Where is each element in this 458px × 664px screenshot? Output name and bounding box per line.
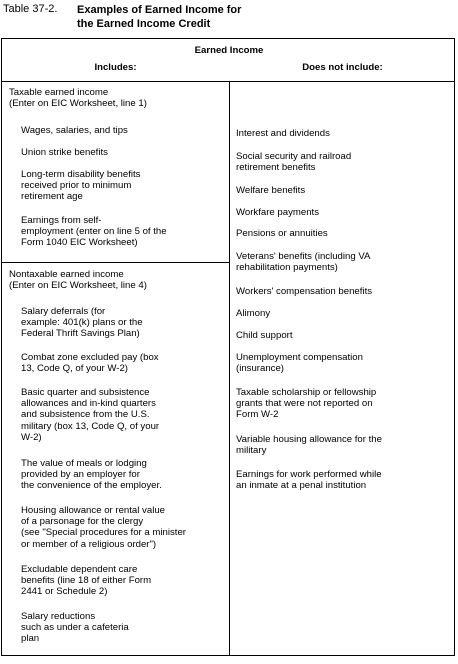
list-item [236,228,328,239]
nontaxable-heading [9,269,147,291]
item-line: Workfare payments [236,207,319,218]
table-title [77,3,241,31]
item-line: retirement age [21,191,83,203]
list-item [236,207,319,218]
list-item [236,185,305,196]
list-item [21,215,167,249]
header-excludes: Does not include: [302,62,383,73]
table-title-line-2: the Earned Income Credit [77,18,211,30]
item-line: Workers' compensation benefits [236,286,373,297]
section-divider [1,262,230,263]
item-line: Taxable scholarship or fellowship [236,387,377,398]
item-line: Earnings from self- [21,215,102,226]
list-item [236,308,270,319]
item-line: The value of meals or lodging [21,458,147,469]
list-item [236,469,382,491]
list-item [21,611,129,645]
item-line: employment (enter on line 5 of the [21,226,167,238]
list-item [21,458,162,492]
list-item [21,147,108,158]
item-line: received prior to minimum [21,180,132,192]
item-line: the convenience of the employer. [21,480,162,492]
taxable-heading-line: Taxable earned income [9,87,109,98]
item-line: military (box 13, Code Q, of your [21,420,160,432]
header-divider [1,81,455,82]
item-line: an inmate at a penal institution [236,480,367,492]
list-item [21,505,186,550]
item-line: Pensions or annuities [236,228,328,239]
item-line: Form 1040 EIC Worksheet) [21,237,138,249]
list-item [21,306,143,340]
list-item [236,128,330,139]
item-line: example: 401(k) plans or the [21,317,143,329]
list-item [21,352,159,374]
item-line: or member of a religious order") [21,538,157,550]
item-line: grants that were not reported on [236,398,373,410]
header-includes: Includes: [94,62,137,73]
item-line: Social security and railroad [236,151,352,162]
header-group-label: Earned Income [194,45,264,56]
nontaxable-heading-line: Nontaxable earned income [9,269,124,280]
item-line: W-2) [21,431,42,443]
item-line: Combat zone excluded pay (box [21,352,159,363]
item-line: Excludable dependent care [21,564,138,575]
list-item [236,330,293,341]
list-item [21,387,159,443]
list-item [21,125,128,136]
list-item [236,387,376,421]
item-line: Alimony [236,308,271,319]
list-item [236,251,370,273]
list-item [21,169,140,203]
list-item [236,434,382,456]
list-item [236,286,372,297]
item-line: Salary deferrals (for [21,306,106,317]
item-line: Earnings for work performed while [236,469,382,480]
item-line: Wages, salaries, and tips [21,125,128,136]
nontaxable-heading-line: (Enter on EIC Worksheet, line 4) [9,280,147,292]
column-divider [229,81,230,656]
table-title-line-1: Examples of Earned Income for [77,4,242,16]
item-line: and subsistence from the U.S. [21,409,150,421]
list-item [236,352,363,374]
table-number: Table 37-2. [3,3,58,15]
item-line: 2441 or Schedule 2) [21,586,108,598]
item-line: Basic quarter and subsistence [21,387,150,398]
list-item [21,564,151,598]
item-line: Housing allowance or rental value [21,505,165,516]
item-line: Form W-2 [236,409,279,421]
item-line: (insurance) [236,363,284,375]
taxable-heading [9,87,147,109]
item-line: Federal Thrift Savings Plan) [21,328,140,340]
item-line: Child support [236,330,293,341]
item-line: Variable housing allowance for the [236,434,382,445]
item-line: Welfare benefits [236,185,306,196]
item-line: plan [21,633,40,645]
item-line: rehabilitation payments) [236,262,338,274]
item-line: Unemployment compensation [236,352,363,363]
item-line: of a parsonage for the clergy [21,516,144,528]
item-line: Veterans' benefits (including VA [236,251,371,262]
item-line: benefits (line 18 of either Form [21,575,152,587]
item-line: (see "Special procedures for a minister [21,527,186,539]
item-line: provided by an employer for [21,469,140,481]
item-line: Long-term disability benefits [21,169,141,180]
item-line: military [236,445,267,457]
item-line: retirement benefits [236,162,316,174]
list-item [236,151,351,173]
taxable-heading-line: (Enter on EIC Worksheet, line 1) [9,98,147,110]
item-line: Union strike benefits [21,147,108,158]
item-line: 13, Code Q, of your W-2) [21,363,128,375]
item-line: such as under a cafeteria [21,622,129,634]
item-line: Interest and dividends [236,128,330,139]
item-line: Salary reductions [21,611,96,622]
item-line: allowances and in-kind quarters [21,398,156,410]
